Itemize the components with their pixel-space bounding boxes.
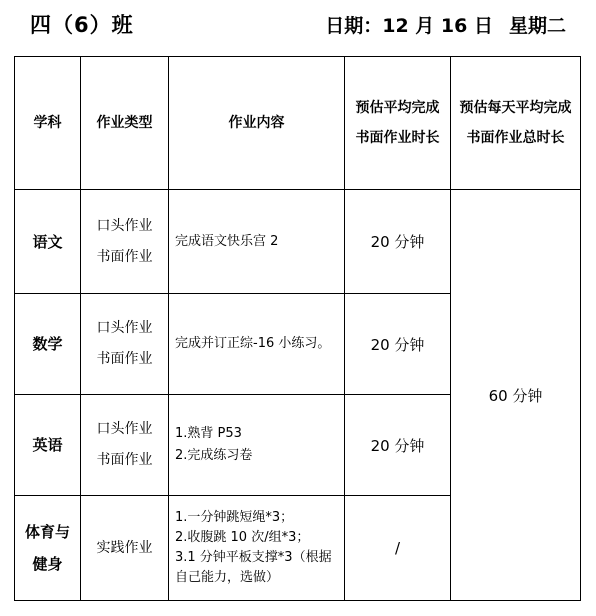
- content-line: 1.熟背 P53: [175, 426, 242, 441]
- content-cell: [169, 496, 345, 601]
- time-cell: 20 分钟: [345, 294, 451, 395]
- content-line: 3.1 分钟平板支撑*3（根据: [175, 550, 332, 565]
- content-cell: [169, 190, 345, 294]
- type-line: 口头作业: [96, 320, 153, 336]
- type-line: 口头作业: [96, 421, 153, 437]
- col-header-total: 预估每天平均完成书面作业总时长: [451, 57, 581, 190]
- type-line: 书面作业: [96, 351, 153, 367]
- time-cell: 20 分钟: [345, 190, 451, 294]
- total-time-cell: 60 分钟: [451, 190, 581, 601]
- time-cell: /: [345, 496, 451, 601]
- content-line: 1.一分钟跳短绳*3；: [175, 510, 294, 525]
- table-row: [15, 190, 581, 294]
- col-header-time: 预估平均完成书面作业时长: [345, 57, 451, 190]
- subject-cell: 数学: [15, 294, 81, 395]
- class-name: 四（6）班: [30, 13, 134, 37]
- content-line: 完成语文快乐宫 2: [175, 233, 279, 249]
- type-line: 书面作业: [96, 452, 153, 468]
- content-cell: [169, 294, 345, 395]
- subject-cell: 英语: [15, 395, 81, 496]
- page-header: [0, 0, 596, 50]
- type-cell: [81, 190, 169, 294]
- date-label: 日期：12 月 16 日: [325, 15, 493, 37]
- col-header-content: 作业内容: [169, 57, 345, 190]
- subject-line: 健身: [32, 555, 63, 573]
- content-line: 自己能力，选做）: [175, 570, 280, 585]
- content-line: 完成并订正综-16 小练习。: [175, 336, 331, 351]
- content-line: 2.收腹跳 10 次/组*3；: [175, 530, 310, 545]
- type-line: 口头作业: [96, 217, 153, 234]
- type-line: 书面作业: [96, 248, 153, 265]
- table-header-row: [15, 57, 581, 190]
- col-header-type: 作业类型: [81, 57, 169, 190]
- homework-table: [14, 56, 581, 601]
- time-cell: 20 分钟: [345, 395, 451, 496]
- content-line: 2.完成练习卷: [175, 448, 253, 463]
- subject-cell: [15, 496, 81, 601]
- weekday: 星期二: [508, 15, 566, 37]
- subject-cell: 语文: [15, 190, 81, 294]
- subject-line: 体育与: [24, 523, 70, 541]
- date-line: [325, 11, 566, 38]
- type-cell: [81, 294, 169, 395]
- type-line: 实践作业: [96, 539, 153, 556]
- type-cell: [81, 496, 169, 601]
- type-cell: [81, 395, 169, 496]
- content-cell: [169, 395, 345, 496]
- col-header-subject: 学科: [15, 57, 81, 190]
